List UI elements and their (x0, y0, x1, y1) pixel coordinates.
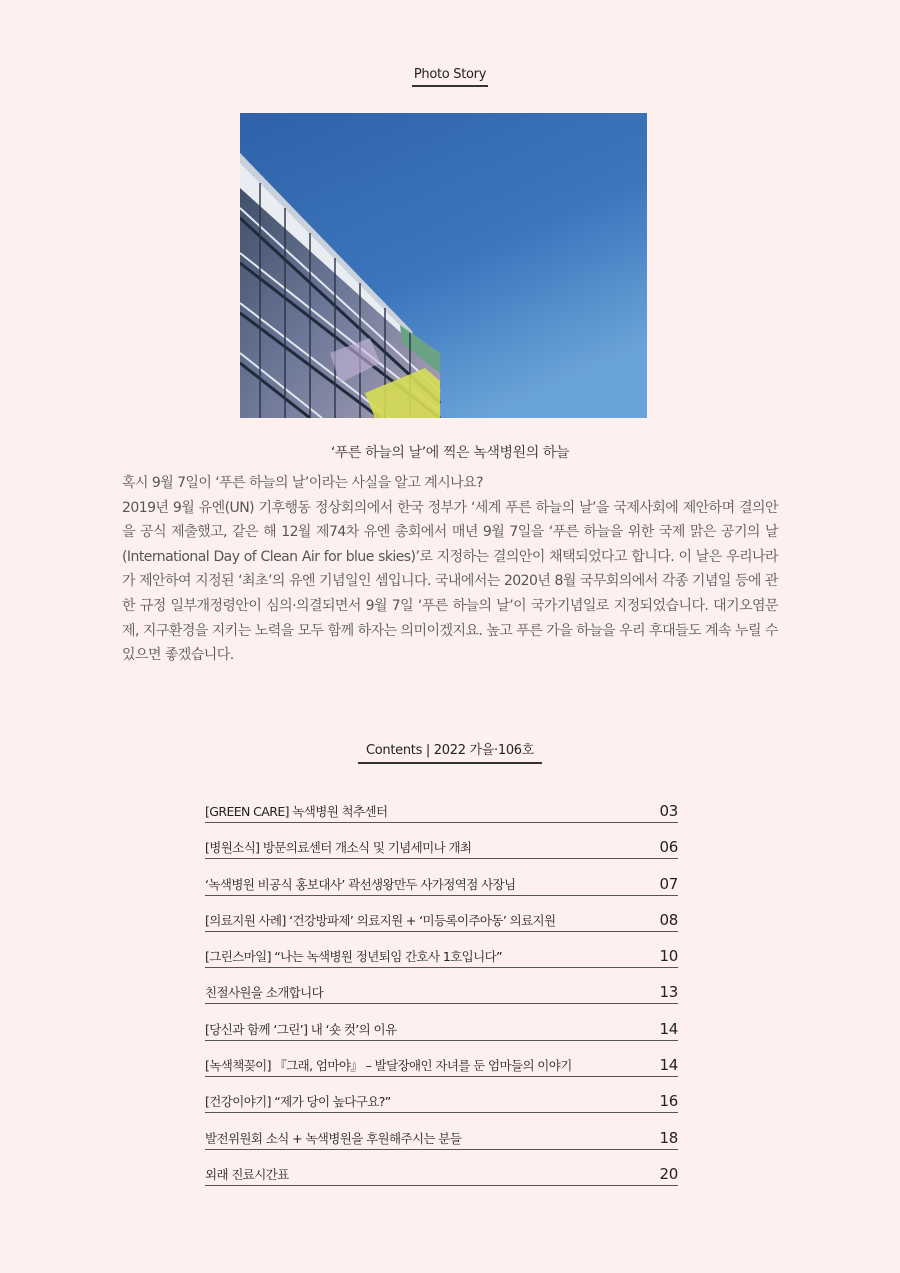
contents-item-title: 발전위원회 소식 + 녹색병원을 후원해주시는 분들 (205, 1130, 462, 1146)
contents-item-title: [건강이야기] “제가 당이 높다구요?” (205, 1094, 391, 1110)
contents-item[interactable] (205, 1014, 678, 1041)
contents-item-page: 07 (659, 874, 678, 893)
contents-item-page: 13 (659, 983, 678, 1002)
contents-list (205, 796, 678, 1195)
contents-item-page: 18 (659, 1128, 678, 1147)
article-intro: 혹시 9월 7일이 ‘푸른 하늘의 날’이라는 사실을 알고 계시나요? (122, 475, 483, 491)
contents-title: Contents | 2022 가을·106호 (358, 739, 542, 764)
contents-item-title: 친절사원을 소개합니다 (205, 985, 324, 1001)
contents-item[interactable] (205, 869, 678, 896)
contents-item-title: [의료지원 사례] ‘건강방파제’ 의료지원 + ‘미등록이주아동’ 의료지원 (205, 912, 556, 928)
contents-item-page: 16 (659, 1092, 678, 1111)
contents-item-page: 20 (659, 1164, 678, 1183)
photo-caption: ‘푸른 하늘의 날’에 찍은 녹색병원의 하늘 (330, 445, 570, 461)
photo-story-title: Photo Story (412, 67, 488, 87)
contents-item[interactable] (205, 905, 678, 932)
contents-item[interactable] (205, 1123, 678, 1150)
contents-item[interactable] (205, 1086, 678, 1113)
article-paragraph: 2019년 9월 유엔(UN) 기후행동 정상회의에서 한국 정부가 ‘세계 푸른 하늘의 날’을 국제사회에 제안하며 결의안을 공식 제출했고, 같은 해 12월 제74차 유엔 총회에서 매년 9월 7일을 ‘푸른 하늘을 위한 국제 맑은 공기의 날(International Day of Clean Air for blue skies)’로 지정하는 결의안이 채택되었다고 합니다. 이 날은 우리나라가 제안하여 지정된 ‘최초’의 유엔 기념일인 셈입니다. 국내에서는 2020년 8월 국무회의에서 각종 기념일 등에 관한 규정 일부개정령안이 심의·의결되면서 9월 7일 ‘푸른 하늘의 날’이 국가기념일로 지정되었습니다. 대기오염문제, 지구환경을 지키는 노력을 모두 함께 하자는 의미이겠지요. 높고 푸른 가을 하늘을 우리 후대들도 계속 누릴 수 있으면 좋겠습니다. (122, 499, 778, 664)
contents-item-title: ‘녹색병원 비공식 홍보대사’ 곽선생왕만두 사가정역점 사장님 (205, 876, 516, 892)
contents-item[interactable] (205, 1050, 678, 1077)
photo-story-heading (0, 67, 900, 87)
contents-item-title: [GREEN CARE] 녹색병원 척추센터 (205, 804, 388, 819)
contents-item[interactable] (205, 977, 678, 1004)
contents-item-page: 10 (659, 947, 678, 966)
article-body (122, 471, 778, 668)
contents-item-title: [병원소식] 방문의료센터 개소식 및 기념세미나 개최 (205, 840, 472, 856)
contents-item-title: [그린스마일] “나는 녹색병원 정년퇴임 간호사 1호입니다” (205, 949, 502, 965)
contents-item-title: [당신과 함께 ‘그린’] 내 ‘숏 컷’의 이유 (205, 1021, 397, 1037)
contents-item[interactable] (205, 796, 678, 823)
contents-item[interactable] (205, 1159, 678, 1186)
contents-item-title: [녹색책꽂이] 『그래, 엄마야』 – 발달장애인 자녀를 둔 엄마들의 이야기 (205, 1058, 572, 1074)
sky-building-photo (240, 113, 647, 418)
contents-item-page: 06 (659, 838, 678, 857)
contents-item-page: 14 (659, 1056, 678, 1075)
contents-item-page: 03 (659, 802, 678, 820)
contents-item[interactable] (205, 832, 678, 859)
contents-item[interactable] (205, 941, 678, 968)
contents-item-page: 14 (659, 1019, 678, 1038)
contents-item-page: 08 (659, 910, 678, 929)
contents-item-title: 외래 진료시간표 (205, 1166, 289, 1182)
contents-heading (0, 739, 900, 764)
